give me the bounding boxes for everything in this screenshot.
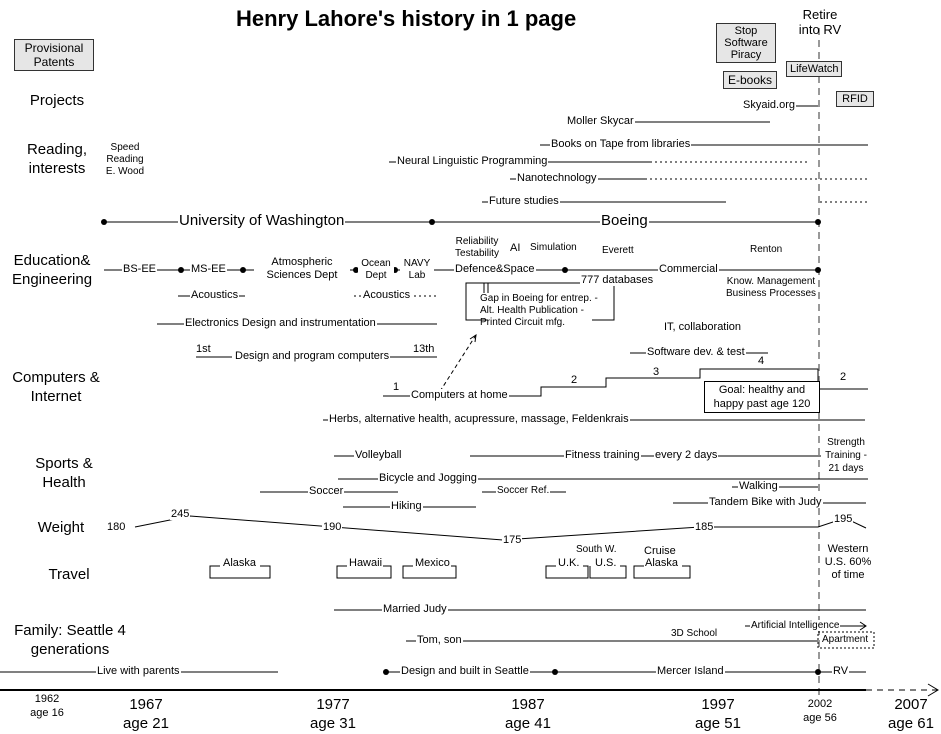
hiking-label: Hiking: [391, 500, 422, 512]
future-studies-label: Future studies: [489, 195, 559, 207]
stop-piracy-box: Stop Software Piracy: [716, 23, 776, 63]
rv-label: RV: [833, 665, 849, 677]
thirteenth-computer-label: 13th: [413, 343, 435, 355]
rfid-box: RFID: [836, 91, 874, 107]
parents-label: Live with parents: [97, 665, 180, 677]
category-travel: Travel: [48, 566, 90, 583]
retire-label: Retire into RV: [798, 7, 842, 37]
uw-label: University of Washington: [179, 212, 345, 229]
herbs-label: Herbs, alternative health, acupressure, massage, Feldenkrais: [329, 413, 629, 425]
western-us-label: Western U.S. 60% of time: [824, 543, 872, 581]
lifewatch-box: LifeWatch: [786, 61, 842, 77]
category-sports: Sports & Health: [35, 455, 93, 491]
axis-tick-2002: 2002 age 56: [803, 698, 837, 724]
strength-label: Strength Training - 21 days: [821, 436, 871, 475]
computers-home-label: Computers at home: [411, 389, 508, 401]
books-tape-label: Books on Tape from libraries: [551, 138, 691, 150]
everett-label: Everett: [602, 245, 634, 256]
design-computers-label: Design and program computers: [235, 350, 390, 362]
reliability-label: Reliability Testability: [455, 236, 499, 259]
walking-label: Walking: [739, 480, 778, 492]
first-computer-label: 1st: [196, 343, 211, 355]
travel-alaska-2: Alaska: [645, 557, 679, 569]
step-4: 4: [758, 355, 765, 367]
weight-190: 190: [323, 521, 342, 533]
step-5: 2: [840, 371, 847, 383]
married-label: Married Judy: [383, 603, 447, 615]
weight-175: 175: [503, 534, 522, 546]
km-label: Know. Management Business Processes: [725, 276, 817, 299]
bicycle-label: Bicycle and Jogging: [379, 472, 477, 484]
travel-cruise: Cruise: [644, 545, 676, 557]
nanotech-label: Nanotechnology: [517, 172, 597, 184]
axis-tick-2007: 2007 age 61: [888, 696, 934, 732]
tandem-label: Tandem Bike with Judy: [709, 496, 822, 508]
nlp-label: Neural Linguistic Programming: [397, 155, 548, 167]
renton-label: Renton: [750, 244, 783, 255]
category-family: Family: Seattle 4 generations: [14, 622, 126, 658]
step-1: 1: [393, 381, 400, 393]
step-2: 2: [571, 374, 578, 386]
simulation-label: Simulation: [530, 242, 577, 253]
bsee-label: BS-EE: [123, 263, 157, 275]
axis-tick-1962: 1962 age 16: [30, 693, 64, 719]
step-3: 3: [653, 366, 660, 378]
category-weight: Weight: [37, 519, 85, 536]
moller-label: Moller Skycar: [567, 115, 634, 127]
electronics-label: Electronics Design and instrumentation: [185, 317, 376, 329]
acoustics-2-label: Acoustics: [363, 289, 411, 301]
gap-note: Gap in Boeing for entrep. - Alt. Health Publication - Printed Circuit mfg.: [480, 293, 598, 328]
category-computers: Computers & Internet: [12, 369, 100, 405]
axis-tick-1967: 1967 age 21: [123, 696, 169, 732]
category-projects: Projects: [29, 92, 85, 109]
commercial-label: Commercial: [659, 263, 718, 275]
mercer-label: Mercer Island: [657, 665, 724, 677]
tom-label: Tom, son: [417, 634, 462, 646]
school-label: 3D School: [671, 628, 718, 639]
msee-label: MS-EE: [191, 263, 226, 275]
weight-195: 195: [834, 513, 853, 525]
ai-family-label: Artificial Intelligence: [751, 620, 840, 631]
soccer-label: Soccer: [309, 485, 344, 497]
travel-uk: U.K.: [558, 557, 580, 569]
defence-label: Defence&Space: [455, 263, 535, 275]
page-title: Henry Lahore's history in 1 page: [236, 6, 577, 31]
navy-label: NAVY Lab: [400, 258, 434, 282]
axis-tick-1997: 1997 age 51: [695, 696, 741, 732]
travel-us: U.S.: [595, 557, 617, 569]
acoustics-1-label: Acoustics: [191, 289, 239, 301]
weight-185: 185: [695, 521, 714, 533]
goal-box: Goal: healthy and happy past age 120: [704, 381, 820, 413]
apartment-label: Apartment: [822, 634, 869, 645]
category-reading: Reading, interests: [26, 141, 88, 177]
software-dev-label: Software dev. & test: [647, 346, 745, 358]
every-2-days-label: every 2 days: [655, 449, 718, 461]
weight-245: 245: [171, 508, 190, 520]
provisional-patents-label: Provisional Patents: [14, 39, 94, 71]
axis-tick-1977: 1977 age 31: [310, 696, 356, 732]
atmos-label: Atmospheric Sciences Dept: [254, 256, 350, 282]
travel-hawaii: Hawaii: [349, 557, 383, 569]
volleyball-label: Volleyball: [355, 449, 402, 461]
it-collab-label: IT, collaboration: [664, 321, 742, 333]
category-education: Education& Engineering: [11, 252, 93, 288]
axis-tick-1987: 1987 age 41: [505, 696, 551, 732]
travel-alaska: Alaska: [223, 557, 257, 569]
travel-mexico: Mexico: [415, 557, 450, 569]
ebooks-box: E-books: [723, 71, 777, 89]
skyaid-label: Skyaid.org: [743, 99, 795, 111]
design-built-label: Design and built in Seattle: [401, 665, 529, 677]
speed-reading-label: Speed Reading E. Wood: [105, 142, 145, 177]
soccer-ref-label: Soccer Ref.: [497, 485, 550, 496]
db777-label: 777 databases: [581, 274, 654, 286]
boeing-label: Boeing: [601, 212, 648, 229]
ai-label: AI: [510, 242, 521, 254]
travel-south-w: South W.: [576, 544, 617, 555]
fitness-label: Fitness training: [565, 449, 640, 461]
weight-180: 180: [107, 521, 126, 533]
ocean-label: Ocean Dept: [358, 258, 394, 282]
